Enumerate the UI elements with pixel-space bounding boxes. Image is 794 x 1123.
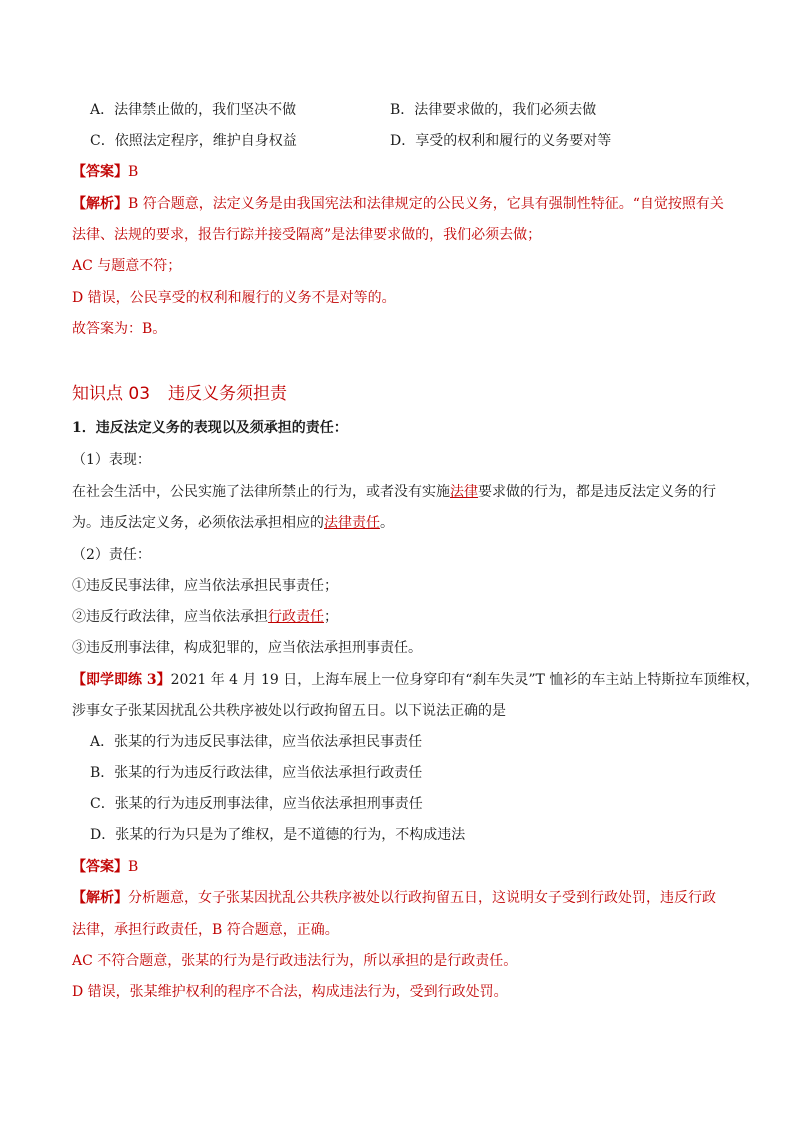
performance-line-2	[72, 513, 734, 533]
q2-answer	[72, 162, 734, 182]
performance-text-2b: 。	[380, 515, 394, 531]
q3-option-a: A．张某的行为违反民事法律，应当依法承担民事责任	[90, 734, 423, 750]
q3-analysis-line-4: D 错误，张某维护权利的程序不合法，构成违法行为，受到行政处罚。	[72, 984, 508, 1000]
q2-option-c: C．依照法定程序，维护自身权益	[90, 133, 297, 149]
q3-option-d: D．张某的行为只是为了维权，是不道德的行为，不构成违法	[90, 827, 466, 843]
q2-analysis-text-1: B 符合题意，法定义务是由我国宪法和法律规定的公民义务，它具有强制性特征。“自觉按照有关	[128, 196, 724, 212]
q3-answer	[72, 857, 734, 877]
section-heading	[72, 382, 734, 406]
section-title: 违反义务须担责	[168, 384, 288, 404]
q2-options-row-2	[90, 131, 734, 151]
performance-text-2a: 为。违反法定义务，必须依法承担相应的	[72, 515, 324, 531]
performance-line-1	[72, 482, 734, 502]
q3-tag: 【即学即练 3】	[72, 672, 171, 688]
responsibility-item-1: ①违反民事法律，应当依法承担民事责任；	[72, 578, 338, 594]
section-sub-heading: 1．违反法定义务的表现以及须承担的责任：	[72, 420, 348, 436]
q3-analysis-text-1: 分析题意，女子张某因扰乱公共秩序被处以行政拘留五日，这说明女子受到行政处罚，违反行政	[128, 890, 716, 906]
q2-analysis-line-3: AC 与题意不符；	[72, 258, 182, 274]
q3-answer-value: B	[128, 859, 139, 875]
q3-stem-line-2: 涉事女子张某因扰乱公共秩序被处以行政拘留五日。以下说法正确的是	[72, 703, 506, 719]
responsibility-label: （2）责任：	[72, 547, 151, 563]
q3-option-c: C．张某的行为违反刑事法律，应当依法承担刑事责任	[90, 796, 423, 812]
q2-analysis-line-1	[72, 194, 734, 214]
q3-analysis-line-1	[72, 888, 734, 908]
responsibility-item-2	[72, 607, 734, 627]
section-label: 知识点 03	[72, 384, 151, 404]
q2-options-row-1	[90, 100, 734, 120]
q3-analysis-tag: 【解析】	[72, 890, 128, 906]
q2-option-a: A．法律禁止做的，我们坚决不做	[90, 102, 297, 118]
q3-analysis-line-2: 法律，承担行政责任，B 符合题意，正确。	[72, 922, 339, 938]
performance-text-1b: 要求做的行为，都是违反法定义务的行	[478, 484, 716, 500]
q3-analysis-line-3: AC 不符合题意，张某的行为是行政违法行为，所以承担的是行政责任。	[72, 953, 518, 969]
q2-option-d: D．享受的权利和履行的义务要对等	[390, 133, 612, 149]
responsibility-item-3: ③违反刑事法律，构成犯罪的，应当依法承担刑事责任。	[72, 640, 422, 656]
responsibility-item-2a: ②违反行政法律，应当依法承担	[72, 609, 268, 625]
legal-liability-link[interactable]: 法律责任	[324, 515, 380, 531]
responsibility-item-2b: ；	[324, 609, 338, 625]
q3-stem-text-1: 2021 年 4 月 19 日，上海车展上一位身穿印有“刹车失灵”T 恤衫的车主站上特斯拉车顶维权，	[170, 672, 760, 688]
q3-stem-line-1	[72, 670, 760, 690]
q3-answer-tag: 【答案】	[72, 859, 128, 875]
q2-analysis-tag: 【解析】	[72, 196, 128, 212]
q2-conclusion: 故答案为：B。	[72, 321, 167, 337]
q3-option-b: B．张某的行为违反行政法律，应当依法承担行政责任	[90, 765, 423, 781]
q2-option-b: B．法律要求做的，我们必须去做	[390, 102, 597, 118]
law-link[interactable]: 法律	[450, 484, 478, 500]
performance-text-1a: 在社会生活中，公民实施了法律所禁止的行为，或者没有实施	[72, 484, 450, 500]
q2-analysis-line-2: 法律、法规的要求，报告行踪并接受隔离”是法律要求做的，我们必须去做；	[72, 227, 542, 243]
administrative-liability-link[interactable]: 行政责任	[268, 609, 324, 625]
q2-analysis-line-4: D 错误，公民享受的权利和履行的义务不是对等的。	[72, 290, 396, 306]
performance-label: （1）表现：	[72, 452, 151, 468]
q2-answer-value: B	[128, 164, 139, 180]
q2-answer-tag: 【答案】	[72, 164, 128, 180]
